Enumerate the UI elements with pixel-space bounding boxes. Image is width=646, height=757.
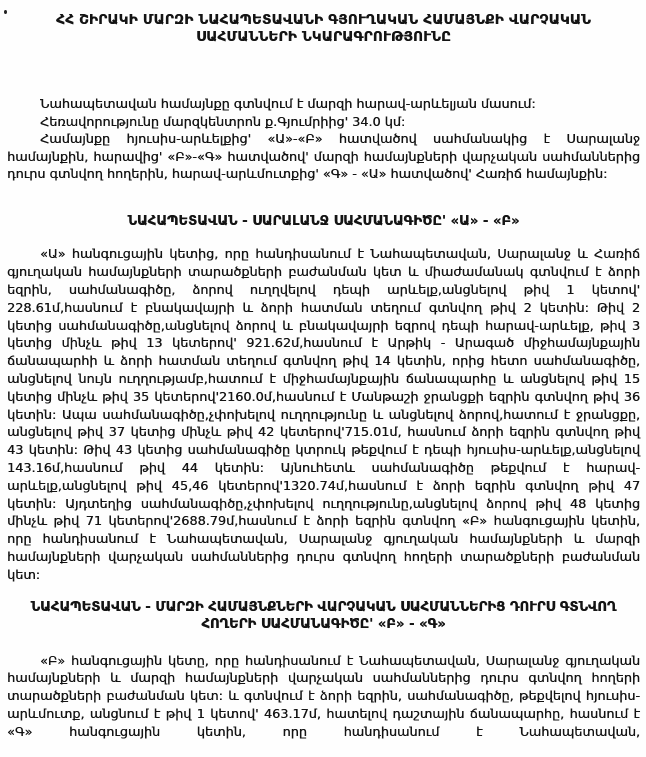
intro-paragraph-location: Նահապետավան համայնքը գտնվում է մարզի հարավ-արևելյան մասում: [40, 97, 536, 112]
section-heading-outside-lands: ՆԱՀԱՊԵՏԱՎԱՆ - ՄԱՐԶԻ ՀԱՄԱՅՆՔՆԵՐԻ ՎԱՐՉԱԿԱՆ ՍԱՀՄԱՆՆԵՐԻՑ ԴՈՒՐՍ ԳՏՆՎՈՂ ՀՈՂԵՐԻ ՍԱՀՄԱՆԱԳԻԾԸ' «Բ» - «Գ» [30, 599, 617, 633]
intro-paragraph-neighbors: Համայնքը հյուսիս-արևելքից' «Ա»-«Բ» հատվածով սահմանակից է Սարալանջ համայնքին, հարավից' «Բ»-«Գ» հատվածով' մարզի համայնքների վարչական սահմաններից դուրս գտնվող հողերին, հարավ-արևմուտքից' «Գ» - «Ա» հատվածով' Հառիճ համայնքին: [7, 132, 640, 183]
intro-paragraph-distance: Հեռավորությունը մարզկենտրոն ք.Գյումրիից' 34.0 կմ: [40, 114, 406, 130]
intro-block [7, 96, 640, 184]
scan-artifact-dot [4, 10, 7, 14]
document-title: ՀՀ ՇԻՐԱԿԻ ՄԱՐԶԻ ՆԱՀԱՊԵՏԱՎԱՆԻ ԳՅՈՒՂԱԿԱՆ ՀԱՄԱՅՆՔԻ ՎԱՐՉԱԿԱՆ ՍԱՀՄԱՆՆԵՐԻ ՆԿԱՐԱԳՐՈՒԹՅՈՒՆԸ [56, 12, 591, 45]
section-body-outside-lands: «Բ» հանգուցային կետը, որը հանդիսանում է Նահապետավան, Սարալանջ գյուղական համայնքների և մարզի համայնքների վարչական սահմաններից դուրս գտնվող հողերի տարածքների բաժանման կետ: և գտնվում է ձորի եզրին, սահմանագիծը, թեքվելով հյուսիս-արևմուտք, անցնում է թիվ 1 կետով' 463.17մ, հատելով դաշտային ճանապարհը, հասնում է «Գ» հանգուցային կետին, որը հանդիսանում է Նահապետավան, [7, 653, 640, 740]
section-heading-nahapetavan-saralanj: ՆԱՀԱՊԵՏԱՎԱՆ - ՍԱՐԱԼԱՆՋ ՍԱՀՄԱՆԱԳԻԾԸ' «Ա» - «Բ» [127, 213, 520, 229]
section-body-nahapetavan-saralanj: «Ա» հանգուցային կետից, որը հանդիսանում է Նահապետավան, Սարալանջ և Հառիճ գյուղական համայնքների տարածքների բաժանման կետ և միաժամանակ գտնվում է ձորի եզրին, սահմանագիծը, ձորով ուղղվելով դեպի արևելք,անցնելով թիվ 1 կետով' 228.61մ,հասնում է բնակավայրի և ձորի հատման տեղում գտնվող թիվ 2 կետին: Թիվ 2 կետից սահմանագիծը,անցնելով ձորով և բնակավայրի եզրով դեպի հարավ-արևելք, թիվ 3 կետից մինչև թիվ 13 կետերով' 921.62մ,հասնում է Արթիկ - Արագած միջհամայնքային ճանապարհի և ձորի հատման տեղում գտնվող թիվ 14 կետին, որից հետո սահմանագիծը, անցնելով նույն ուղղությամբ,հատում է միջհամայնքային ճանապարհը և անցնելով թիվ 15 կետից մինչև թիվ 35 կետերով'2160.0մ,հասնում է Մանթաշի ջրանցքի եզրին գտնվող թիվ 36 կետին: Ապա սահմանագիծը,չփոխելով ուղղությունը և անցնելով ձորով,հատում է ջրանցքը, անցնելով թիվ 37 կետից մինչև թիվ 42 կետերով'715.01մ, հասնում ձորի եզրին գտնվող թիվ 43 կետին: Թիվ 43 կետից սահմանագիծը կտրուկ թեքվում է դեպի հյուսիս-արևելք,անցնելով 143.16մ,հասնում թիվ 44 կետին: Այնուհետև սահմանագիծը թեքվում է հարավ-արևելք,անցնելով թիվ 45,46 կետերով'1320.74մ,հասնում է ձորի եզրին գտնվող թիվ 47 կետին: Այդտեղից սահմանագիծը,չփոխելով ուղղությունը,անցնելով ձորով թիվ 48 կետից մինչև թիվ 71 կետերով'2688.79մ,հասնում է ձորի եզրին գտնվող «Բ» հանգուցային կետին, որը հանդիսանում է Նահապետավան, Սարալանջ գյուղական համայնքների և մարզի համայնքների վարչական սահմաններից դուրս գտնվող հողերի տարածքների բաժանման կետ: [7, 247, 640, 583]
